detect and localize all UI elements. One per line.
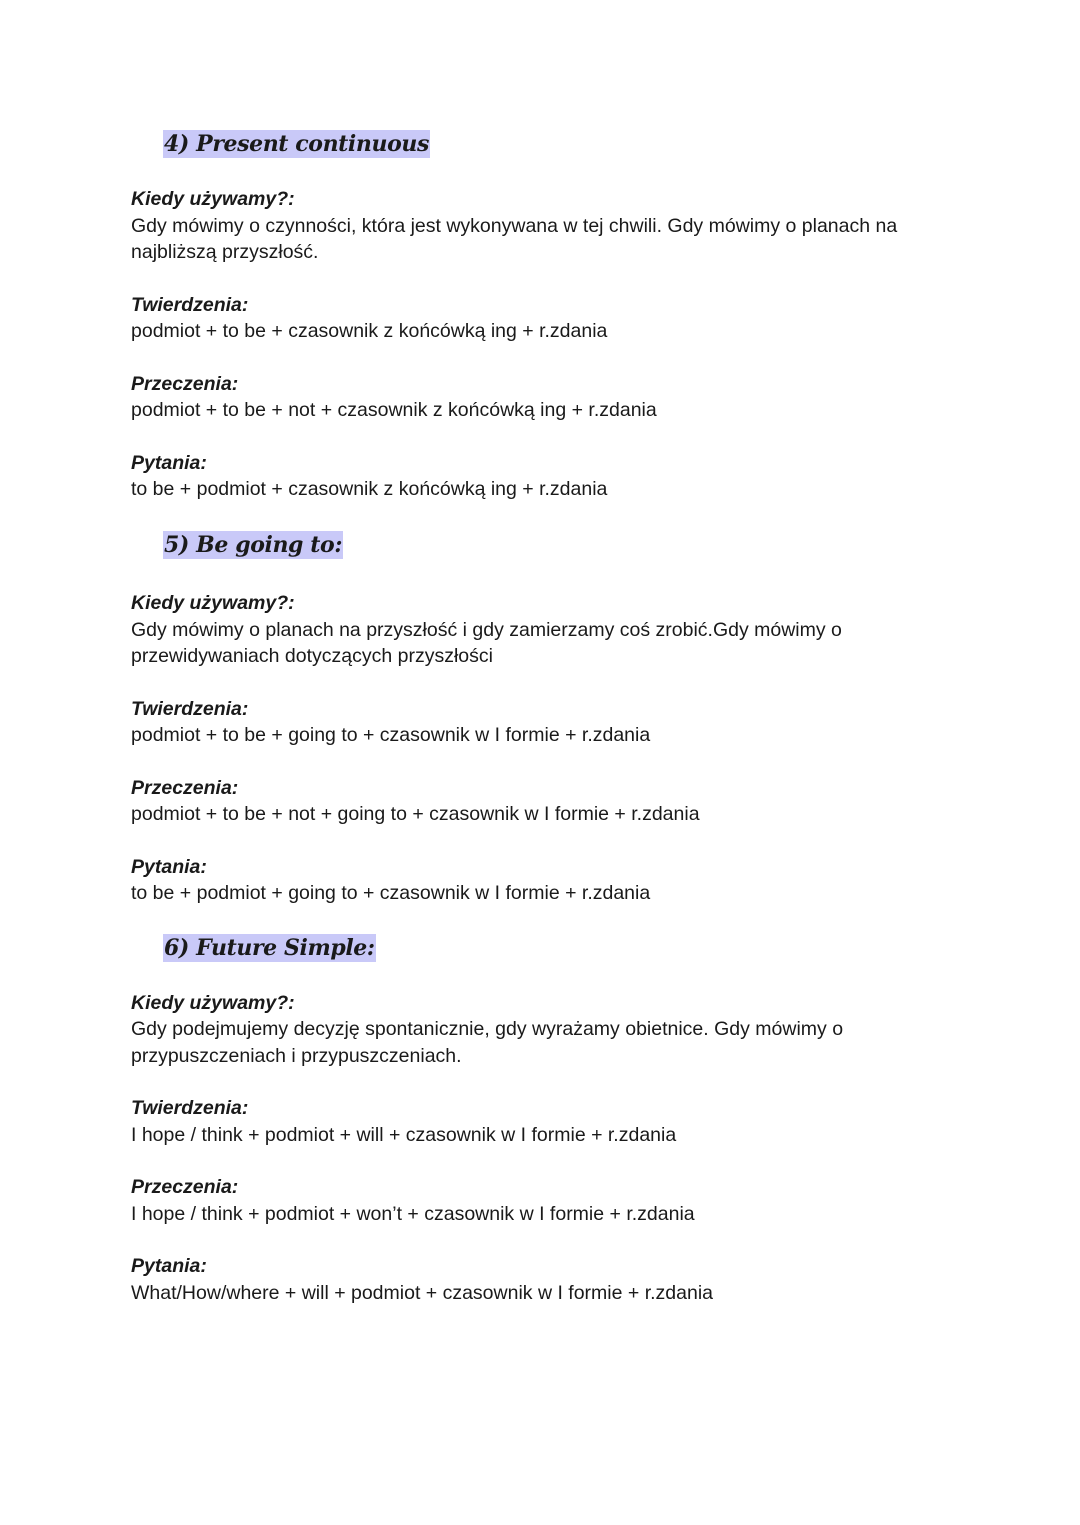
usage-label: Kiedy używamy?: [131, 592, 295, 614]
negative-label: Przeczenia: [131, 373, 239, 395]
negative-formula: podmiot + to be + not + going to + czasownik w I formie + r.zdania [131, 803, 700, 825]
usage-text-line: Gdy podejmujemy decyzję spontanicznie, gdy wyrażamy obietnice. Gdy mówimy o [131, 1018, 844, 1040]
negative-label: Przeczenia: [131, 777, 239, 799]
question-label: Pytania: [131, 452, 207, 474]
usage-label: Kiedy używamy?: [131, 992, 295, 1014]
question-formula: What/How/where + will + podmiot + czasownik w I formie + r.zdania [131, 1282, 713, 1304]
section-heading: 5) Be going to: [164, 532, 343, 558]
question-label: Pytania: [131, 856, 207, 878]
affirmative-formula: I hope / think + podmiot + will + czasownik w I formie + r.zdania [131, 1124, 677, 1146]
usage-text-line: Gdy mówimy o planach na przyszłość i gdy zamierzamy coś zrobić.Gdy mówimy o [131, 619, 842, 641]
negative-formula: I hope / think + podmiot + won’t + czasownik w I formie + r.zdania [131, 1203, 695, 1225]
usage-text-line: najbliższą przyszłość. [131, 241, 319, 263]
usage-text-line: przewidywaniach dotyczących przyszłości [131, 645, 493, 667]
section-heading: 4) Present continuous [164, 131, 429, 157]
negative-label: Przeczenia: [131, 1176, 239, 1198]
question-formula: to be + podmiot + czasownik z końcówką ing + r.zdania [131, 478, 608, 500]
affirmative-formula: podmiot + to be + going to + czasownik w I formie + r.zdania [131, 724, 651, 746]
affirmative-label: Twierdzenia: [131, 294, 249, 316]
section-heading: 6) Future Simple: [164, 935, 375, 961]
affirmative-label: Twierdzenia: [131, 1097, 249, 1119]
usage-text-line: przypuszczeniach i przypuszczeniach. [131, 1045, 462, 1067]
affirmative-formula: podmiot + to be + czasownik z końcówką ing + r.zdania [131, 320, 608, 342]
question-formula: to be + podmiot + going to + czasownik w I formie + r.zdania [131, 882, 651, 904]
question-label: Pytania: [131, 1255, 207, 1277]
negative-formula: podmiot + to be + not + czasownik z końcówką ing + r.zdania [131, 399, 657, 421]
usage-text-line: Gdy mówimy o czynności, która jest wykonywana w tej chwili. Gdy mówimy o planach na [131, 215, 898, 237]
affirmative-label: Twierdzenia: [131, 698, 249, 720]
usage-label: Kiedy używamy?: [131, 188, 295, 210]
